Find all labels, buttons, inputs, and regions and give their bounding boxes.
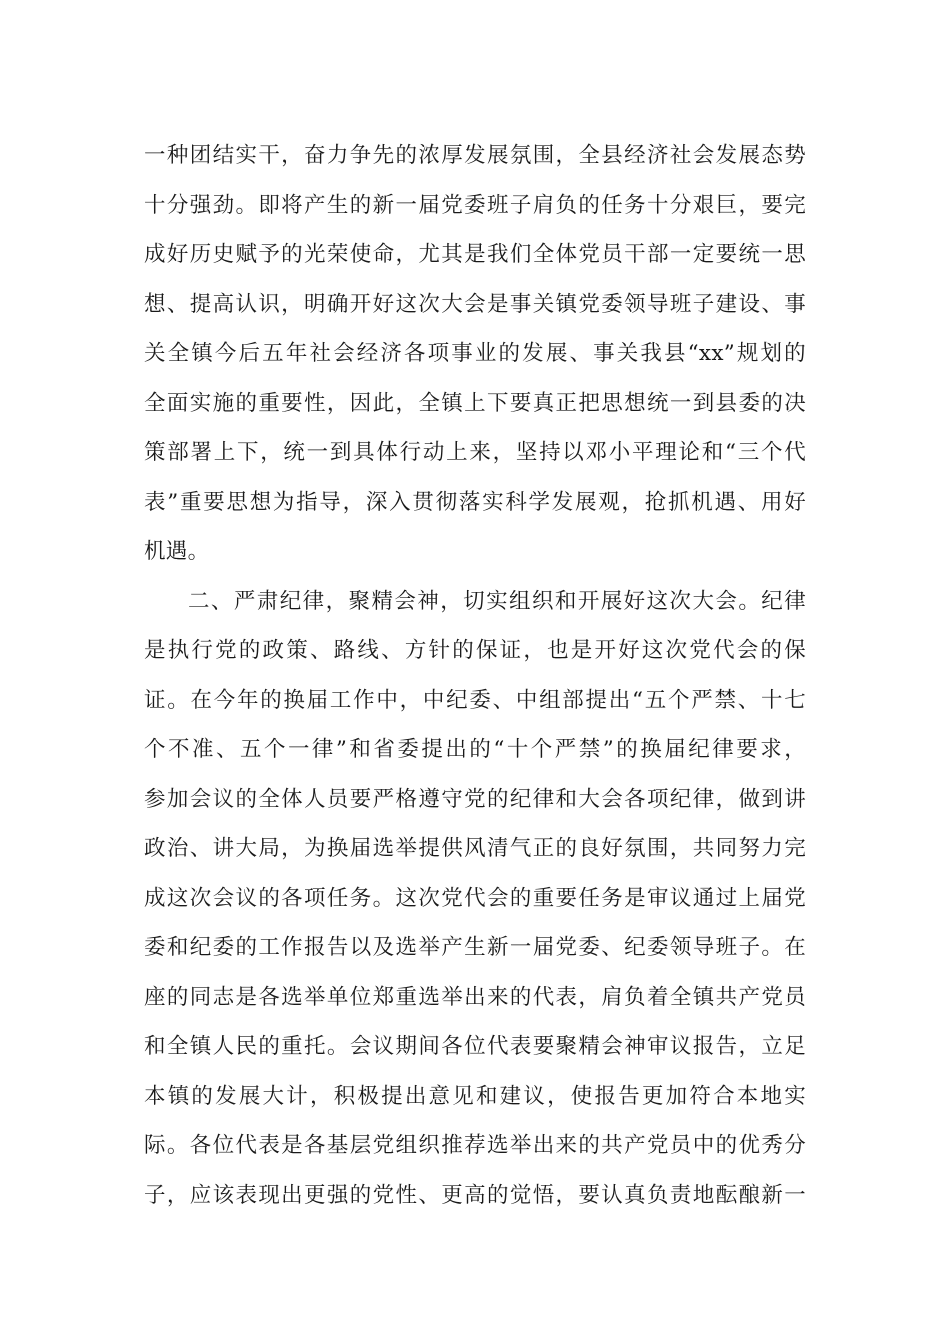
text-line: 成好历史赋予的光荣使命，尤其是我们全体党员干部一定要统一思 — [144, 242, 806, 267]
text-line: 表”重要思想为指导，深入贯彻落实科学发展观，抢抓机遇、用好 — [144, 489, 806, 515]
text-line: 是执行党的政策、路线、方针的保证，也是开好这次党代会的保 — [144, 638, 806, 663]
text-line: 二、严肃纪律，聚精会神，切实组织和开展好这次大会。纪律 — [188, 588, 806, 614]
text-line: 本镇的发展大计，积极提出意见和建议，使报告更加符合本地实 — [144, 1083, 806, 1109]
text-line: 全面实施的重要性，因此，全镇上下要真正把思想统一到县委的决 — [144, 390, 806, 416]
text-line: 委和纪委的工作报告以及选举产生新一届党委、纪委领导班子。在 — [144, 935, 806, 960]
text-line: 证。在今年的换届工作中，中纪委、中组部提出“五个严禁、十七 — [144, 687, 806, 713]
text-line: 子，应该表现出更强的党性、更高的觉悟，要认真负责地酝酿新一 — [144, 1182, 806, 1208]
text-line: 一种团结实干，奋力争先的浓厚发展氛围，全县经济社会发展态势 — [144, 143, 806, 168]
text-line: 个不准、五个一律”和省委提出的“十个严禁”的换届纪律要求， — [144, 737, 806, 762]
text-line: 机遇。 — [144, 539, 210, 564]
text-line: 策部署上下，统一到具体行动上来，坚持以邓小平理论和“三个代 — [144, 440, 806, 465]
text-line: 想、提高认识，明确开好这次大会是事关镇党委领导班子建设、事 — [144, 291, 806, 317]
text-line: 关全镇今后五年社会经济各项事业的发展、事关我县“xx”规划的 — [144, 341, 806, 366]
text-line: 政治、讲大局，为换届选举提供风清气正的良好氛围，共同努力完 — [144, 836, 806, 861]
paragraph-1 — [144, 131, 806, 577]
text-line: 成这次会议的各项任务。这次党代会的重要任务是审议通过上届党 — [144, 885, 806, 911]
text-line: 和全镇人民的重托。会议期间各位代表要聚精会神审议报告，立足 — [144, 1034, 806, 1059]
body-text — [144, 131, 806, 1220]
text-line: 际。各位代表是各基层党组织推荐选举出来的共产党员中的优秀分 — [144, 1133, 806, 1158]
text-line: 座的同志是各选举单位郑重选举出来的代表，肩负着全镇共产党员 — [144, 984, 806, 1010]
text-line: 参加会议的全体人员要严格遵守党的纪律和大会各项纪律，做到讲 — [144, 786, 806, 812]
text-line: 十分强劲。即将产生的新一届党委班子肩负的任务十分艰巨，要完 — [144, 192, 806, 218]
paragraph-2 — [144, 577, 806, 1221]
